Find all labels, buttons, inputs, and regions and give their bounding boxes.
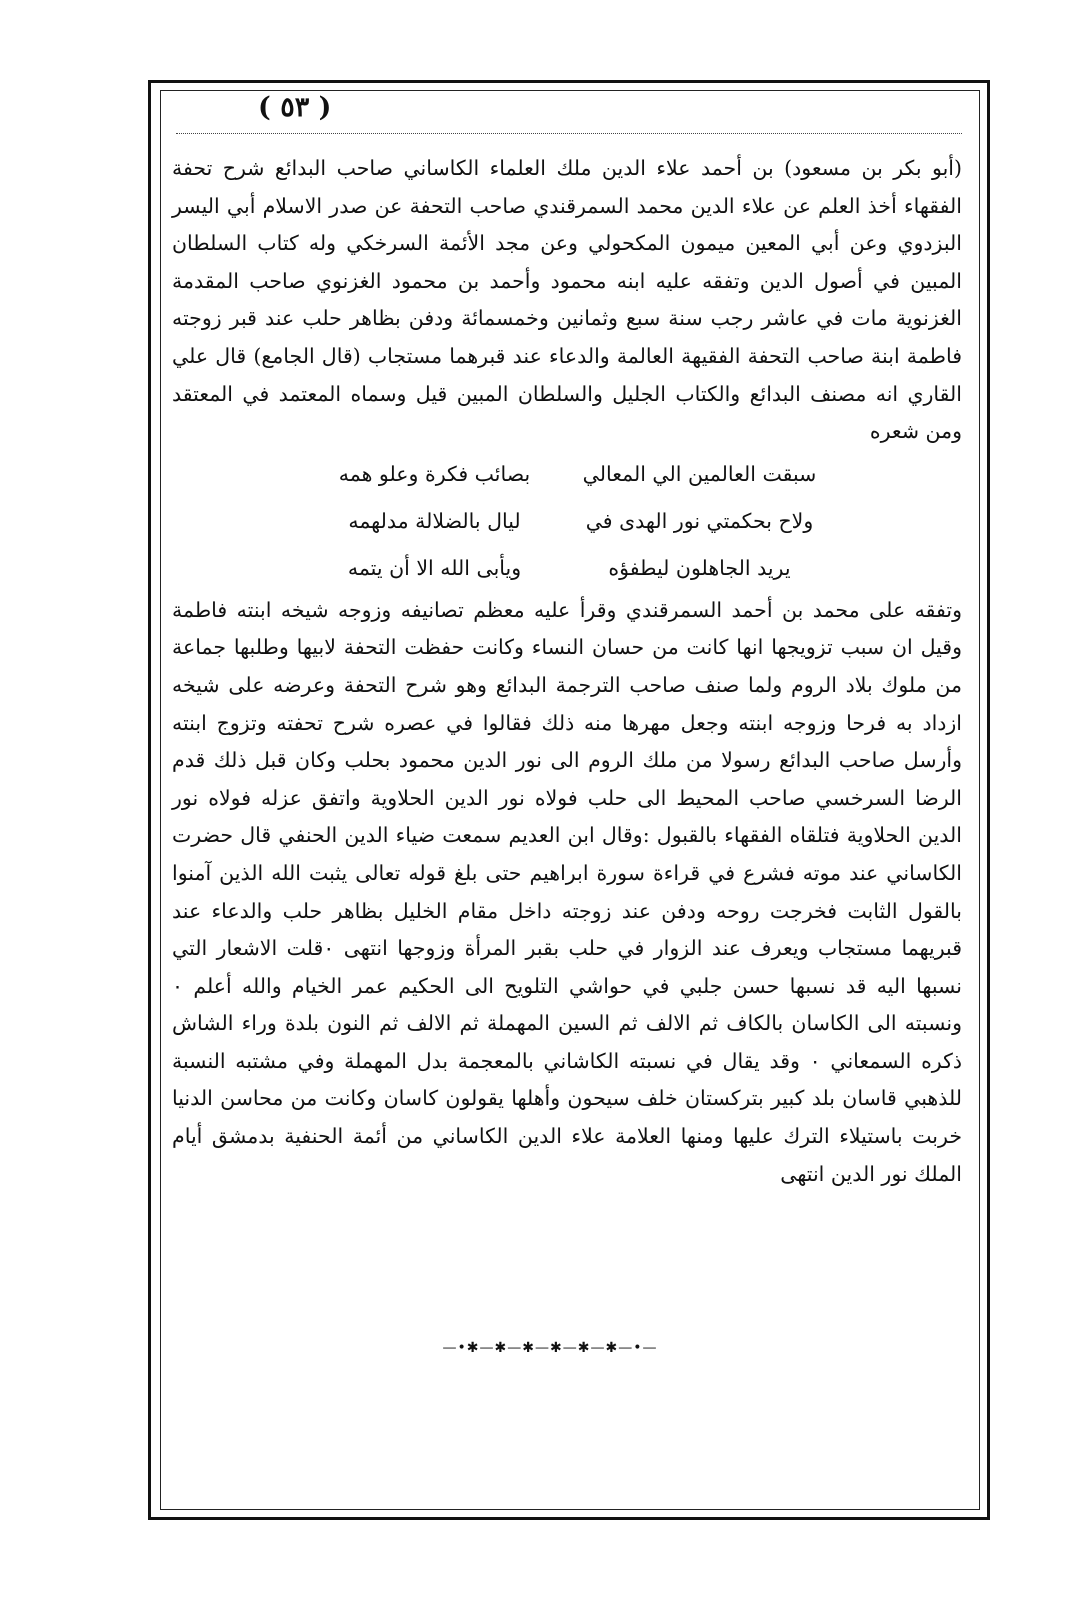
main-text [172,150,962,1193]
poem-line [317,498,817,545]
poem [317,451,817,592]
poem-line [317,451,817,498]
poem-hemistich-right: ولاح بحكمتي نور الهدى في [585,508,814,533]
poem-hemistich-right: يريد الجاهلون ليطفؤه [608,555,791,580]
header-divider [176,133,962,134]
poem-hemistich-left: ليال بالضلالة مدلهمه [348,508,521,533]
poem-hemistich-right: سبقت العالمين الي المعالي [582,461,817,486]
paragraph-1: (أبو بكر بن مسعود) بن أحمد علاء الدين ملك العلماء الكاساني صاحب البدائع شرح تحفة الفقهاء أخذ العلم عن علاء الدين محمد السمرقندي صاحب التحفة عن صدر الاسلام أبي اليسر البزدوي وعن أبي المعين ميمون المكحولي وعن مجد الأئمة السرخكي وله كتاب السلطان المبين في أصول الدين وتفقه عليه ابنه محمود وأحمد بن محمود الغزنوي صاحب المقدمة الغزنوية مات في عاشر رجب سنة سبع وثمانين وخمسمائة ودفن بظاهر حلب عند قبر زوجته فاطمة ابنة صاحب التحفة الفقيهة العالمة والدعاء عند قبرهما مستجاب (قال الجامع) قال علي القاري انه مصنف البدائع والكتاب الجليل والسلطان المبين قيل وسماه المعتمد في المعتقد ومن شعره [172,156,962,444]
page-number: ( ٥٣ ) [258,92,332,123]
paragraph-2: وتفقه على محمد بن أحمد السمرقندي وقرأ عليه معظم تصانيفه وزوجه شيخه ابنته فاطمة وقيل ان سبب تزويجها انها كانت من حسان النساء وكانت حفظت التحفة لابيها وطلبها جماعة من ملوك بلاد الروم ولما صنف صاحب الترجمة البدائع وهو شرح التحفة وعرضه على شيخه ازداد به فرحا وزوجه ابنته وجعل مهرها منه ذلك فقالوا في عصره شرح تحفته وتزوج ابنته وأرسل صاحب البدائع رسولا من ملك الروم الى نور الدين محمود بحلب وكان قبل ذلك قدم الرضا السرخسي صاحب المحيط الى حلب فولاه نور الدين الحلاوية واتفق عزله فولاه نور الدين الحلاوية فتلقاه الفقهاء بالقبول :وقال ابن العديم سمعت ضياء الدين الحنفي قال حضرت الكاساني عند موته فشرع في قراءة سورة ابراهيم حتى بلغ قوله تعالى يثبت الله الذين آمنوا بالقول الثابت فخرجت روحه ودفن عند زوجته داخل مقام الخليل بظاهر حلب والدعاء عند قبريهما مستجاب ويعرف عند الزوار في حلب بقبر المرأة وزوجها انتهى ٠قلت الاشعار التي نسبها اليه قد نسبها حسن جلبي في حواشي التلويح الى الحكيم عمر الخيام والله أعلم ٠ ونسبته الى الكاسان بالكاف ثم الالف ثم السين المهملة ثم الالف ثم النون بلدة وراء الشاش ذكره السمعاني ٠ وقد يقال في نسبته الكاشاني بالمعجمة بدل المهملة وفي مشتبه النسبة للذهبي قاسان بلد كبير بتركستان خلف سيحون وأهلها يقولون كاسان وكانت من محاسن الدنيا خربت باستيلاء الترك عليها ومنها العلامة علاء الدين الكاساني من أئمة الحنفية بدمشق أيام الملك نور الدين انتهى [172,597,963,1186]
closing-ornament: —•✱—✱—✱—✱—✱—✱—•— [442,1340,658,1356]
poem-hemistich-left: ويأبى الله الا أن يتمه [347,555,522,580]
poem-line [317,545,817,592]
poem-hemistich-left: بصائب فكرة وعلو همه [338,461,531,486]
